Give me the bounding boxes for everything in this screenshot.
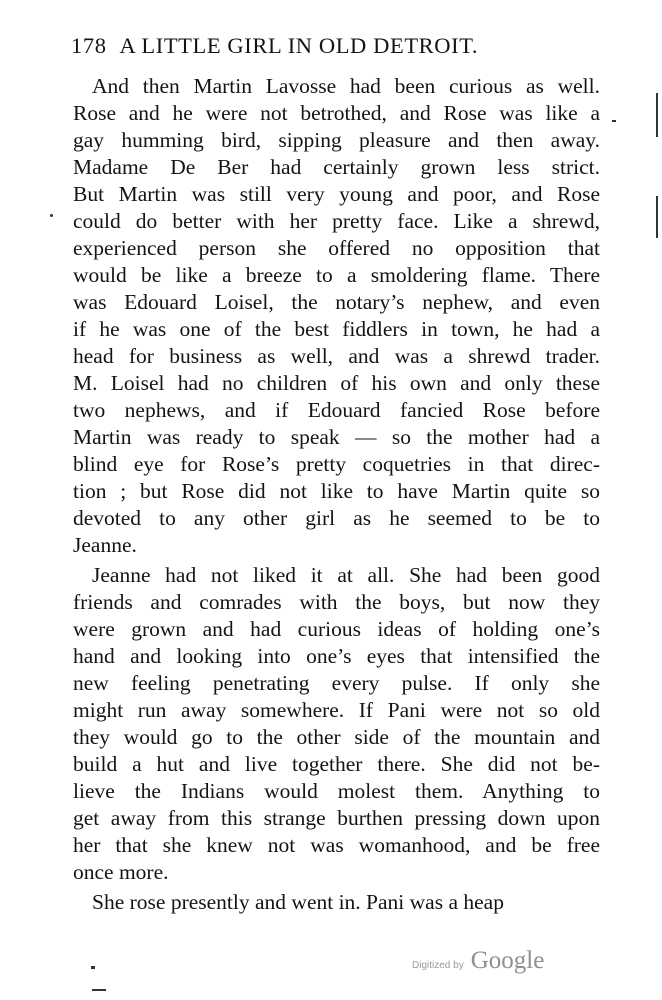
- text-line: friends and comrades with the boys, but now they: [73, 590, 600, 614]
- text-line: She rose presently and went in. Pani was a heap: [92, 890, 504, 914]
- text-line: Jeanne had not liked it at all. She had been good: [92, 563, 600, 587]
- scan-speck: [50, 214, 53, 217]
- scan-edge-mark: [656, 196, 658, 238]
- text-line: her that she knew not was womanhood, and be free: [73, 833, 600, 857]
- text-line: two nephews, and if Edouard fancied Rose before: [73, 398, 600, 422]
- text-line: build a hut and live together there. She did not be-: [73, 752, 600, 776]
- scan-speck: [91, 966, 95, 969]
- text-line: But Martin was still very young and poor, and Rose: [73, 182, 600, 206]
- text-line: once more.: [73, 860, 169, 884]
- text-line: devoted to any other girl as he seemed to be to: [73, 506, 600, 530]
- text-line: Jeanne.: [73, 533, 137, 557]
- text-line: get away from this strange burthen pressing down upon: [73, 806, 600, 830]
- scan-speck: [612, 120, 616, 122]
- text-line: might run away somewhere. If Pani were not so old: [73, 698, 600, 722]
- text-line: head for business as well, and was a shrewd trader.: [73, 344, 600, 368]
- page-number: 178: [71, 33, 107, 58]
- text-line: Martin was ready to speak — so the mother had a: [73, 425, 600, 449]
- text-line: if he was one of the best fiddlers in town, he had a: [73, 317, 600, 341]
- text-line: was Edouard Loisel, the notary’s nephew, and even: [73, 290, 600, 314]
- text-line: Madame De Ber had certainly grown less strict.: [73, 155, 600, 179]
- text-line: Rose and he were not betrothed, and Rose was like a: [73, 101, 600, 125]
- text-line: M. Loisel had no children of his own and only these: [73, 371, 600, 395]
- digitized-by-google-watermark: [412, 947, 544, 975]
- scan-speck: [92, 989, 106, 991]
- digitized-label: Digitized by: [412, 960, 464, 971]
- text-line: blind eye for Rose’s pretty coquetries in that direc-: [73, 452, 600, 476]
- text-line: they would go to the other side of the mountain and: [73, 725, 600, 749]
- text-line: lieve the Indians would molest them. Anything to: [73, 779, 600, 803]
- text-line: tion ; but Rose did not like to have Martin quite so: [73, 479, 600, 503]
- running-title: A LITTLE GIRL IN OLD DETROIT.: [119, 33, 479, 58]
- running-header: [71, 33, 551, 59]
- text-line: And then Martin Lavosse had been curious as well.: [92, 74, 600, 98]
- scan-edge-mark: [656, 93, 658, 137]
- text-line: hand and looking into one’s eyes that intensified the: [73, 644, 600, 668]
- text-line: were grown and had curious ideas of holding one’s: [73, 617, 600, 641]
- text-line: new feeling penetrating every pulse. If only she: [73, 671, 600, 695]
- text-line: gay humming bird, sipping pleasure and then away.: [73, 128, 600, 152]
- text-line: experienced person she offered no opposition that: [73, 236, 600, 260]
- text-line: could do better with her pretty face. Like a shrewd,: [73, 209, 600, 233]
- google-logo: Google: [470, 947, 545, 974]
- text-line: would be like a breeze to a smoldering flame. There: [73, 263, 600, 287]
